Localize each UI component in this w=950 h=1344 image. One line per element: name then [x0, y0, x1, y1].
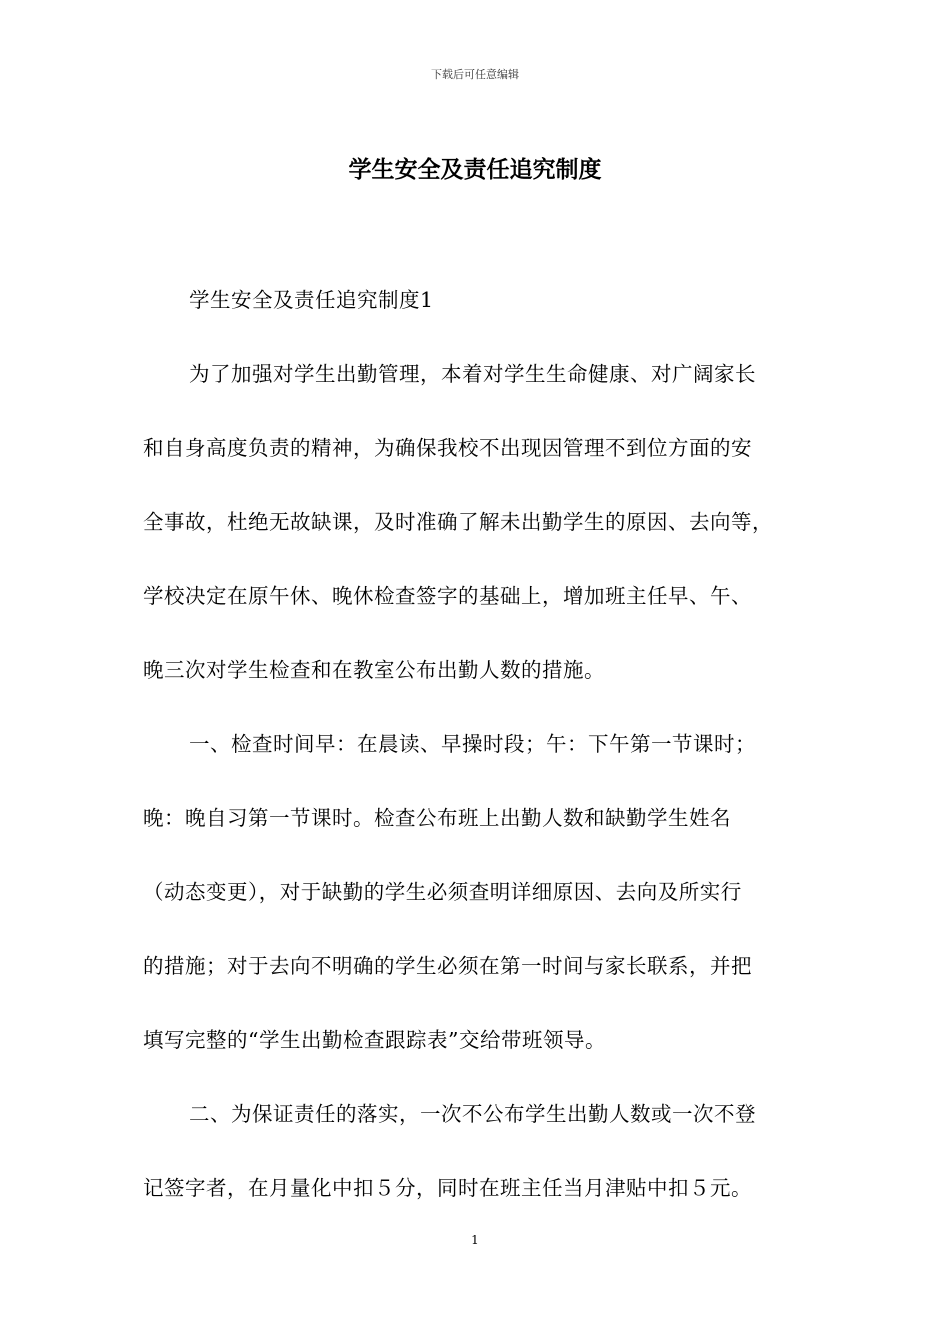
document-title: 学生安全及责任追究制度	[348, 157, 602, 183]
paragraph-line: 一、检查时间早：在晨读、早操时段；午：下午第一节课时；	[189, 732, 756, 756]
paragraph-line: 记签字者，在月量化中扣５分，同时在班主任当月津贴中扣５元。	[143, 1176, 752, 1200]
document-body	[143, 270, 823, 1232]
paragraph-line: 学校决定在原午休、晚休检查签字的基础上，增加班主任早、午、	[143, 584, 752, 608]
paragraph-line: 为了加强对学生出勤管理，本着对学生生命健康、对广阔家长	[189, 362, 756, 386]
paragraph-line: 填写完整的“学生出勤检查跟踪表”交给带班领导。	[143, 1028, 606, 1052]
paragraph-line: 和自身高度负责的精神，为确保我校不出现因管理不到位方面的安	[143, 436, 752, 460]
paragraph-line: 二、为保证责任的落实，一次不公布学生出勤人数或一次不登	[189, 1102, 756, 1126]
page-number: 1	[471, 1233, 479, 1247]
paragraph-line: 晚三次对学生检查和在教室公布出勤人数的措施。	[143, 658, 605, 682]
paragraph-line: （动态变更），对于缺勤的学生必须查明详细原因、去向及所实行	[143, 880, 742, 904]
paragraph-line: 晚：晚自习第一节课时。检查公布班上出勤人数和缺勤学生姓名	[143, 806, 731, 830]
page-header-note: 下载后可任意编辑	[431, 68, 519, 81]
paragraph-line: 全事故，杜绝无故缺课，及时准确了解未出勤学生的原因、去向等，	[143, 510, 773, 534]
paragraph-line: 的措施；对于去向不明确的学生必须在第一时间与家长联系，并把	[143, 954, 752, 978]
section-heading: 学生安全及责任追究制度1	[189, 288, 434, 312]
